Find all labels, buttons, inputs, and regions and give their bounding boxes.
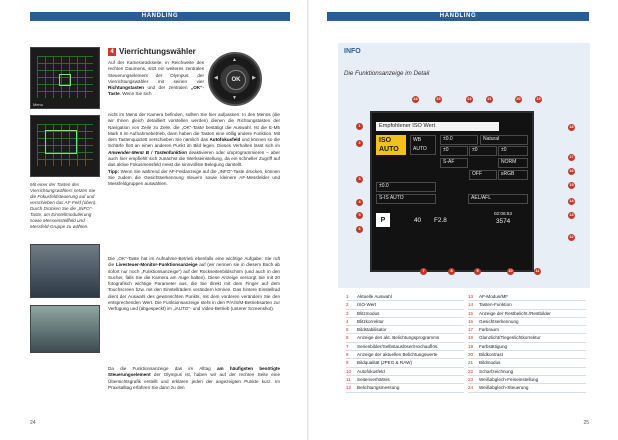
legend-item xyxy=(346,351,464,359)
four-way-dial-photo xyxy=(208,52,262,106)
ok-button-label: OK xyxy=(226,70,246,90)
lcd-color-space: sRGB xyxy=(498,170,528,180)
legend-text: Farbsättigung xyxy=(479,343,508,349)
legend-item xyxy=(346,334,464,342)
lcd-iso-cell: ISO AUTO xyxy=(376,135,406,155)
legend-text: Weißabglech-Steuerung xyxy=(479,385,529,391)
legend-item xyxy=(468,334,586,342)
legend-text: ISO-Wert xyxy=(357,302,377,308)
legend-item xyxy=(346,326,464,334)
af-grid-screenshot-1 xyxy=(30,47,100,109)
lcd-contrast: ±0 xyxy=(440,146,468,156)
legend-number: 9 xyxy=(346,360,349,366)
legend-number: 17 xyxy=(468,327,474,333)
legend-text: Tasten-Funktion xyxy=(479,302,512,308)
paragraph-intro: Auf der Kamerarückseite, in Reichweite des rechten Daumens, sitzt ein weiteres zentrales Steuerungselement der Olympus: der Vierrichtungswähler mit seinen vier Richtungstasten und der zentralen „OK“-Taste. Wenn Sie sich xyxy=(108,60,204,97)
legend-number: 24 xyxy=(468,385,474,391)
lcd-stabilizer: S-IS AUTO xyxy=(376,194,436,204)
legend-column-right xyxy=(468,293,586,393)
callout-marker: 7 xyxy=(420,268,427,275)
callout-marker: 15 xyxy=(569,183,574,187)
lcd-af-mode: S-AF xyxy=(440,158,468,168)
right-header: HANDLING xyxy=(430,12,486,21)
left-caption: Mit einer der Tasten des Vierrichtungswählers setzen Sie die Fokusfeldsteuerung auf und verschieben das AF-Feld (oben). Durch Drücken Sie die „INFO“-Taste, um Einstellmodulierung sowie Messeinstellfeld und Messfeld-Gruppe zu wählen. xyxy=(30,182,97,229)
right-folio: 25 xyxy=(583,420,589,426)
legend-number: 7 xyxy=(346,343,349,349)
legend-number: 1 xyxy=(346,294,349,299)
legend-number: 21 xyxy=(468,360,474,366)
callout-marker: 20 xyxy=(516,97,521,101)
section-number: 4 xyxy=(108,48,116,56)
legend-item xyxy=(346,293,464,301)
info-subtitle: Die Funktionsanzeige im Detail xyxy=(344,70,430,77)
arrow-left-icon: ◀ xyxy=(214,75,218,81)
lcd-flash-comp: ±0.0 xyxy=(376,182,436,192)
legend-item xyxy=(468,351,586,359)
legend-text: Seitenverhältnis xyxy=(357,376,390,382)
legend-number: 18 xyxy=(468,335,474,341)
arrow-down-icon: ▼ xyxy=(232,95,237,101)
section-title: 4 Vierrichtungswähler xyxy=(108,47,196,56)
legend-text: Weißabglech-Feineinstellung xyxy=(479,376,539,382)
callout-marker: 22 xyxy=(467,97,472,101)
legend-text: Aktuelle Auswahl xyxy=(357,294,392,299)
legend-number: 23 xyxy=(468,376,474,382)
callout-marker: 9 xyxy=(474,268,481,275)
lcd-wb-cell: WB AUTO xyxy=(410,135,436,155)
legend-number: 6 xyxy=(346,335,349,341)
legend-text: Anzeige der aktuellen Belichtungswerte xyxy=(357,352,438,358)
af-group-marker xyxy=(45,130,77,154)
callout-marker: 23 xyxy=(436,97,441,101)
lcd-title-bar: Empfohlener ISO Wert xyxy=(376,122,499,131)
af-grid-screenshot-2 xyxy=(30,115,100,177)
legend-item xyxy=(468,310,586,318)
legend-item xyxy=(346,368,464,376)
lcd-time: 02:06:53 xyxy=(494,211,512,216)
legend-text: Serienbilder/Selbstauslöser/Hochauflös. xyxy=(357,343,439,349)
legend-item xyxy=(468,359,586,367)
legend-text: Gesichtserkennung xyxy=(479,318,519,324)
legend-item xyxy=(346,359,464,367)
left-header: HANDLING xyxy=(132,12,188,21)
legend-number: 16 xyxy=(468,318,474,324)
legend-number: 5 xyxy=(346,327,349,333)
lcd-aperture: F2.8 xyxy=(434,217,447,224)
legend-item xyxy=(468,293,586,301)
lcd-sharpness: ±0 xyxy=(498,146,528,156)
legend-item xyxy=(468,376,586,384)
arrow-right-icon: ▶ xyxy=(252,75,256,81)
callout-marker: 13 xyxy=(569,213,574,217)
callout-marker: 17 xyxy=(569,155,574,159)
legend-item xyxy=(346,343,464,351)
lcd-mode: P xyxy=(376,213,390,227)
legend-text: Bildkontrast xyxy=(479,352,504,358)
function-display-diagram xyxy=(370,111,534,272)
paragraph-summary: Da die Funktionsanzeige das im Alltag am häufigsten benötigte Steuerungselement der Olympus ist, haben wir auf der rechten Seite eine Übersichtsgrafik erstellt und erklären jeden der angezeigten Punkte kurz. Im Praxisalltag erfahren Sie dann zu den xyxy=(108,366,280,390)
callout-marker: 2 xyxy=(356,140,363,147)
legend-text: Autofokusfeld xyxy=(357,368,385,374)
left-folio: 24 xyxy=(30,420,36,426)
legend-text: Anzeige der Restbelicht./Restbilder xyxy=(479,310,551,316)
legend-number: 15 xyxy=(468,310,474,316)
legend-number: 22 xyxy=(468,368,474,374)
lcd-shots: 3574 xyxy=(496,218,511,225)
legend-number: 14 xyxy=(468,302,474,308)
callout-marker: 21 xyxy=(487,97,492,101)
function-display-screenshot-1 xyxy=(30,244,100,298)
right-header-bar xyxy=(327,12,589,21)
legend-number: 11 xyxy=(346,376,351,382)
callout-marker: 4 xyxy=(356,199,363,206)
lcd-face-detect: OFF xyxy=(469,170,497,180)
callout-marker: 11 xyxy=(535,269,540,273)
legend-number: 2 xyxy=(346,302,349,308)
paragraph-ok-key: Die „OK“-Taste hat im Aufnahme-Betrieb ebenfalls eine wichtige Aufgabe: Sie ruft die Livesteuer-Monitor-Funktionsanzeige auf (wir nennen sie in diesem Buch ab sofort nur noch „Funktionsanzeige“) auf der Rückseitenbildschirm (und auch in den Sucher, falls Sie die Kamera am Auge halten). Diese Anzeige versorgt Sie mit 20 fotografisch wichtige Parameter aus, die Sie direkt mit dem Finger auf dem Touchscreen bzw. mit den Einstellrädern verändern können. Das hintere Einstellrad dient der Auswahl des gewünschten Punkts, mit dem vorderen verändern Sie den entsprechenden Wert. Die Funktionsanzeige steht in den P/A/S/M-Betriebsarten zur Verfügung und (abgespeckt) im „iAUTO“- und Video-Betrieb (unterer Screenshot). xyxy=(108,256,280,312)
legend-text: Belichtungsmessung xyxy=(357,385,400,391)
legend-item xyxy=(468,368,586,376)
callout-marker: 3 xyxy=(356,176,363,183)
lcd-saturation: ±0 xyxy=(469,146,497,156)
callout-marker: 18 xyxy=(569,125,574,129)
function-display-screenshot-2 xyxy=(30,305,100,353)
legend-item xyxy=(468,343,586,351)
legend-text: Bildqualität (JPEG & RAW) xyxy=(357,360,412,366)
callout-marker: 24 xyxy=(413,97,418,101)
legend-number: 19 xyxy=(468,343,474,349)
legend-text: Anzeige des akt. Belichtungsprogramms xyxy=(357,335,440,341)
paragraph-direction-keys: nicht im Menü der Kamera befinden, sollten Sie hier aufpassen: In den Menüs (die wir Ihnen gleich detailliert vorstellen werden) dienen die Richtungstasten der Navigation von Zeile zu Zeile, die „OK“-Taste bestätigt die Auswahl. Ist die E-M5 Mark II im Aufnahmebetrieb, dann haben die Tasten eine völlig andere Funktion. Mit dem Tastenquartett verschieben Sie nämlich das Autofokusfeld und können so die Schärfe flott an einen anderen Punkt im Bild legen. Dieses Verhalten lässt sich im Anwender-Menü B / Tastenfunktion deaktivieren oder umprogrammieren – aber auch hier empfiehlt sich zunächst die Werkseinstellung, da ein schneller Zugriff auf das aktive Fokusmessfeld meist die sinnvollste Belegung darstellt. Tipp: Wenn Sie während der AF-Feldanzeige auf die „INFO“-Taste drücken, können Sie zudem die Gesichtserkennung steuern sowie kleinere AF-Messfelder und Messfeldgruppen auswählen. xyxy=(108,112,281,187)
callout-marker: 16 xyxy=(569,169,574,173)
legend-item xyxy=(346,384,464,392)
legend-number: 4 xyxy=(346,318,349,324)
legend-item xyxy=(346,318,464,326)
lcd-shutter: 40 xyxy=(414,217,422,224)
lcd-ael-afl: AEL/AFL xyxy=(468,194,528,204)
lcd-wb-adjust: ±0.0 xyxy=(440,135,478,145)
legend-text: Bildmodus xyxy=(479,360,501,366)
legend-column-left xyxy=(346,293,464,393)
legend-text: Glanzlicht/Tiegenlichtkorrektur xyxy=(479,335,541,341)
callout-marker: 6 xyxy=(356,226,363,233)
callout-marker: 8 xyxy=(448,268,455,275)
legend-item xyxy=(346,376,464,384)
legend-number: 10 xyxy=(346,368,352,374)
callout-marker: 10 xyxy=(508,269,513,273)
legend-item xyxy=(468,318,586,326)
lcd-gradation: NORM xyxy=(498,158,528,168)
legend-number: 8 xyxy=(346,352,349,358)
legend-item xyxy=(468,384,586,392)
legend-text: Blitzmodus xyxy=(357,310,380,316)
arrow-up-icon: ▲ xyxy=(232,57,237,63)
callout-marker: 12 xyxy=(569,235,574,239)
callout-marker: 5 xyxy=(356,212,363,219)
legend-text: Blitzkorrektur xyxy=(357,318,384,324)
info-label: INFO xyxy=(344,48,361,55)
legend-item xyxy=(468,326,586,334)
legend-text: Farbraum xyxy=(479,327,499,333)
thumb-label: Menu xyxy=(33,102,44,107)
left-header-bar xyxy=(30,12,290,21)
callout-marker: 14 xyxy=(569,199,574,203)
callout-marker: 1 xyxy=(356,123,363,130)
legend-number: 12 xyxy=(346,385,352,391)
legend-number: 20 xyxy=(468,352,474,358)
legend-item xyxy=(346,310,464,318)
af-point-marker xyxy=(59,74,71,86)
legend-number: 3 xyxy=(346,310,349,316)
callout-marker: 19 xyxy=(536,97,541,101)
legend-item xyxy=(468,301,586,309)
legend-number: 13 xyxy=(468,294,474,299)
legend-text: AF-Modus/MF xyxy=(479,294,509,299)
legend-text: Bildstabilisator xyxy=(357,327,387,333)
lcd-picture-mode: Natural xyxy=(480,135,528,145)
legend-item xyxy=(346,301,464,309)
legend-text: Scharfzeichnung xyxy=(479,368,514,374)
